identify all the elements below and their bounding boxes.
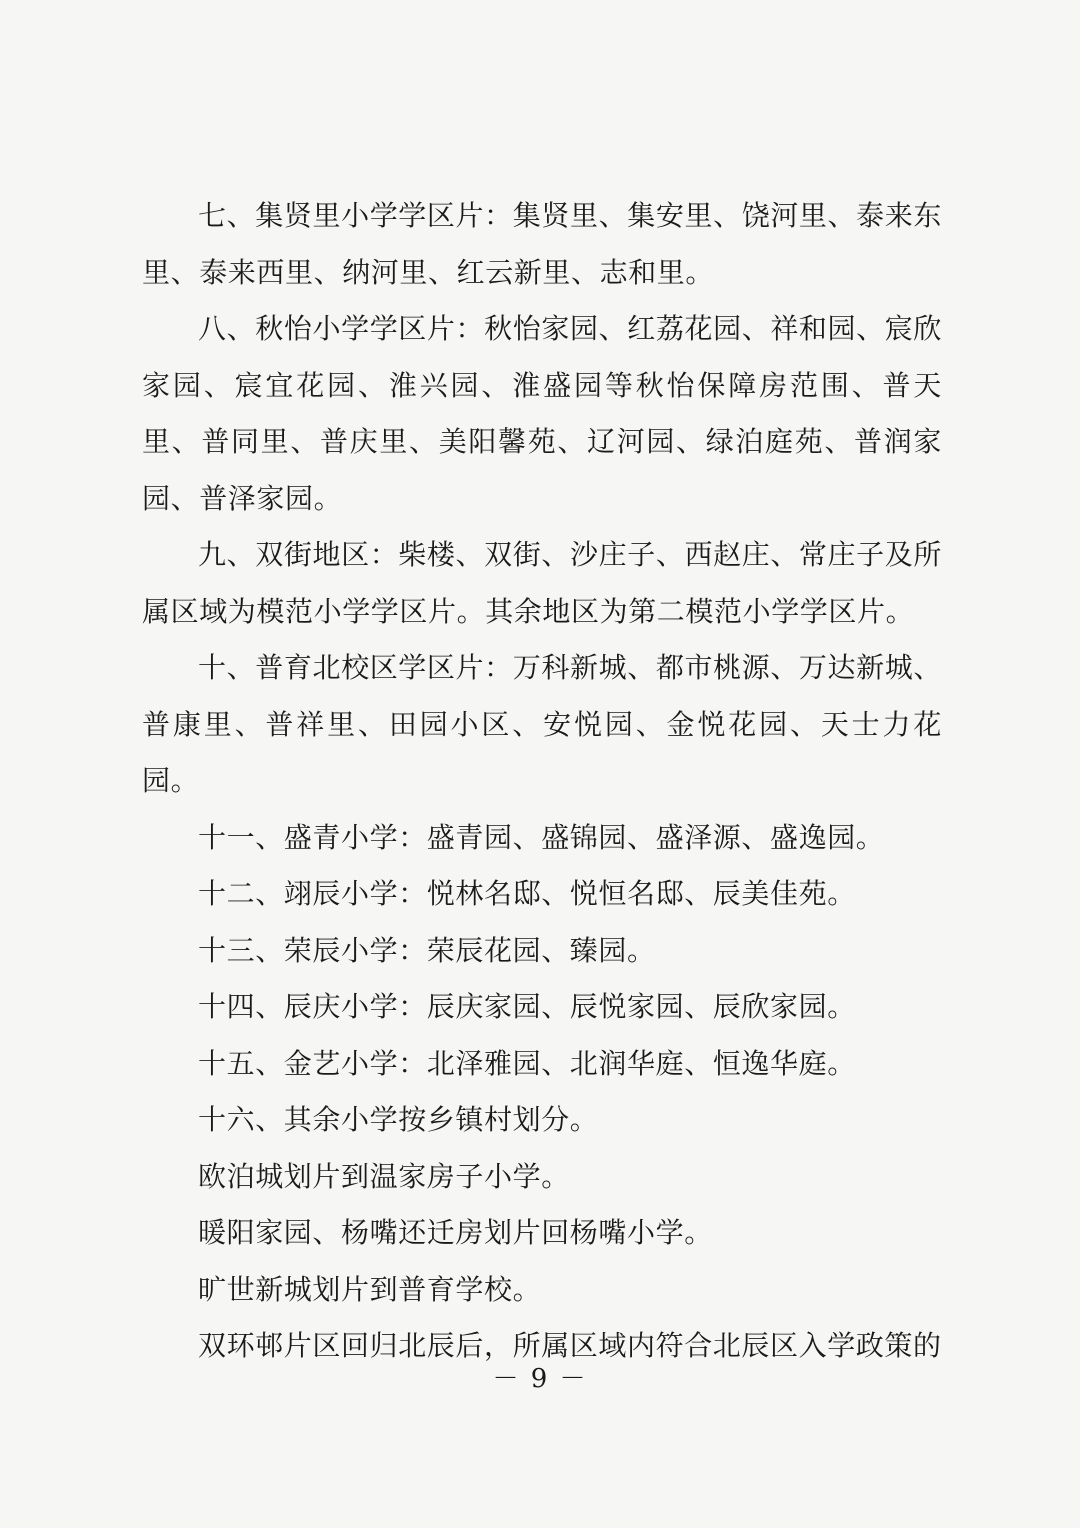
paragraph-12: 十二、翊辰小学：悦林名邸、悦恒名邸、辰美佳苑。 xyxy=(198,877,856,910)
paragraph-15: 十五、金艺小学：北泽雅园、北润华庭、恒逸华庭。 xyxy=(198,1046,856,1080)
paragraph-nuanyang: 暖阳家园、杨嘴还迁房划片回杨嘴小学。 xyxy=(198,1216,713,1249)
paragraph-oubocheng: 欧泊城划片到温家房子小学。 xyxy=(198,1159,570,1193)
paragraph-7: 七、集贤里小学学区片：集贤里、集安里、饶河里、泰来东里、泰来西里、纳河里、红云新里、志和里。 xyxy=(142,199,942,289)
paragraph-shuanghuancun: 双环邨片区回归北辰后，所属区域内符合北辰区入学政策的 xyxy=(198,1329,942,1362)
page-number: － 9 － xyxy=(492,1364,588,1394)
paragraph-11: 十一、盛青小学：盛青园、盛锦园、盛泽源、盛逸园。 xyxy=(198,820,885,854)
document-body xyxy=(142,188,942,1375)
paragraph-9: 九、双街地区：柴楼、双街、沙庄子、西赵庄、常庄子及所属区域为模范小学学区片。其余地区为第二模范小学学区片。 xyxy=(142,538,942,628)
paragraph-10: 十、普育北校区学区片：万科新城、都市桃源、万达新城、普康里、普祥里、田园小区、安悦园、金悦花园、天士力花园。 xyxy=(142,651,942,797)
paragraph-13: 十三、荣辰小学：荣辰花园、臻园。 xyxy=(198,933,656,967)
paragraph-16: 十六、其余小学按乡镇村划分。 xyxy=(198,1103,599,1136)
paragraph-kuangshi: 旷世新城划片到普育学校。 xyxy=(198,1272,542,1306)
paragraph-8: 八、秋怡小学学区片：秋怡家园、红荔花园、祥和园、宸欣家园、宸宜花园、淮兴园、淮盛园等秋怡保障房范围、普天里、普同里、普庆里、美阳馨苑、辽河园、绿泊庭苑、普润家园、普泽家园。 xyxy=(142,312,942,515)
paragraph-14: 十四、辰庆小学：辰庆家园、辰悦家园、辰欣家园。 xyxy=(198,990,856,1023)
